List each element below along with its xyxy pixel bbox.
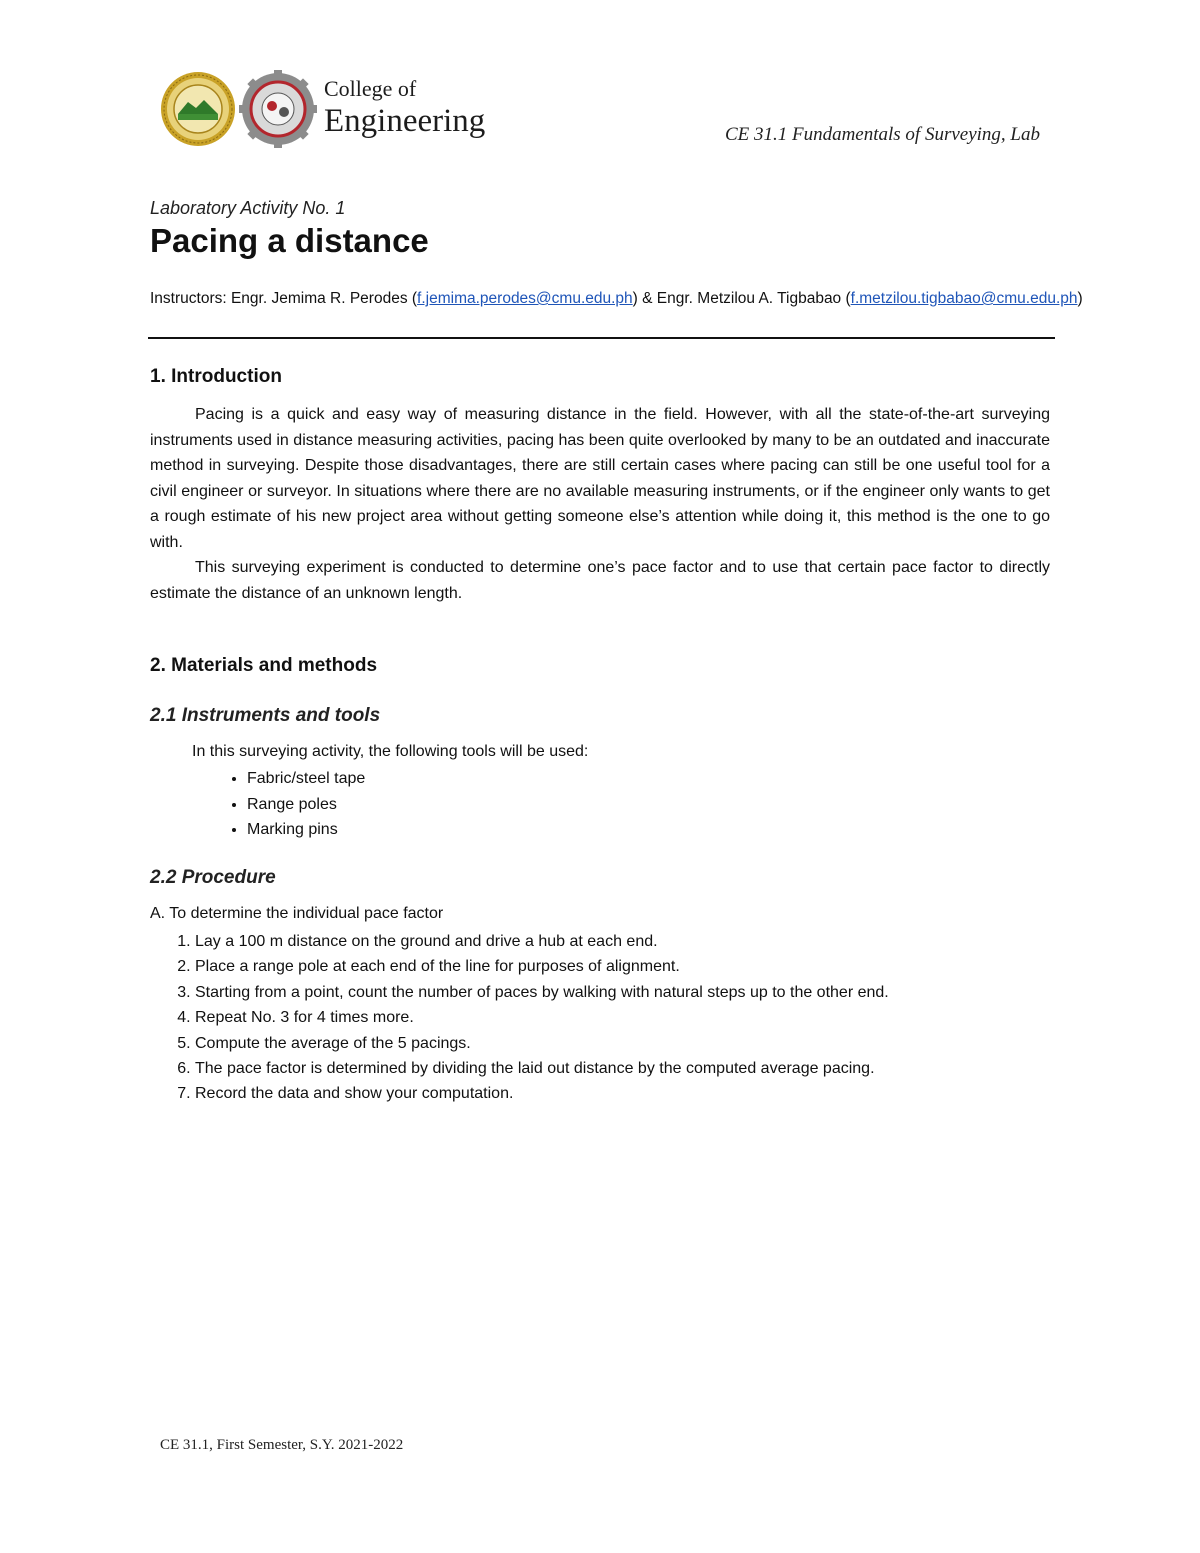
list-item: 6. The pace factor is determined by dividing the laid out distance by the computed average pacing.: [195, 1056, 889, 1081]
instructors-line: [150, 290, 1083, 308]
list-item: 7. Record the data and show your computation.: [195, 1081, 889, 1106]
university-seal-icon: [161, 72, 235, 146]
tools-list: [192, 766, 365, 843]
list-item: • Range poles: [247, 792, 365, 818]
instruments-subheading: 2.1 Instruments and tools: [150, 705, 381, 726]
tools-lead-text: In this surveying activity, the following tools will be used:: [192, 743, 589, 760]
procedure-subheading: 2.2 Procedure: [150, 867, 276, 888]
introduction-heading: 1. Introduction: [150, 366, 282, 387]
list-item: 3. Starting from a point, count the number of paces by walking with natural steps up to the other end.: [195, 980, 889, 1005]
instructors-prefix: Instructors: Engr. Jemima R. Perodes (: [150, 290, 418, 307]
list-item: 5. Compute the average of the 5 pacings.: [195, 1031, 889, 1056]
instructors-suffix: ): [1077, 290, 1083, 307]
list-item: 1. Lay a 100 m distance on the ground and drive a hub at each end.: [195, 929, 889, 954]
page-footer: CE 31.1, First Semester, S.Y. 2021-2022: [160, 1437, 404, 1453]
course-title: CE 31.1 Fundamentals of Surveying, Lab: [724, 124, 1040, 145]
introduction-paragraph-1-text: Pacing is a quick and easy way of measuring distance in the field. However, with all the state-of-the-art surveying instruments used in distance measuring activities, pacing has been quite overlooked by many to be an outdated and inaccurate method in surveying. Despite those disadvantages, there are still certain cases where pacing can still be one useful tool for a civil engineer or surveyor. In situations where there are no available measuring instruments, or if the engineer only wants to get a rough estimate of his new project area without getting someone else’s attention while doing it, this method is the one to go with.: [150, 406, 1050, 551]
list-item: 2. Place a range pole at each end of the line for purposes of alignment.: [195, 954, 889, 979]
page-title: Pacing a distance: [150, 222, 429, 259]
college-logos: [160, 70, 320, 148]
engineering-gear-icon: [239, 70, 317, 148]
instructors-mid: ) & Engr. Metzilou A. Tigbabao (: [632, 290, 851, 307]
instructor2-email-link[interactable]: f.metzilou.tigbabao@cmu.edu.ph: [850, 290, 1078, 307]
college-name-line2: Engineering: [324, 103, 486, 139]
list-item: 4. Repeat No. 3 for 4 times more.: [195, 1005, 889, 1030]
materials-heading: 2. Materials and methods: [150, 655, 378, 676]
introduction-paragraph-1: [150, 402, 1050, 555]
college-name: [324, 76, 485, 140]
introduction-paragraph-2: [150, 555, 1050, 606]
list-item: • Marking pins: [247, 817, 365, 843]
procedure-part-a: A. To determine the individual pace factor: [150, 905, 444, 922]
activity-number: Laboratory Activity No. 1: [150, 198, 346, 218]
college-name-line1: College of: [324, 76, 417, 101]
instructor1-email-link[interactable]: f.jemima.perodes@cmu.edu.ph: [417, 290, 633, 307]
introduction-paragraph-2-text: This surveying experiment is conducted to determine one’s pace factor and to use that certain pace factor to directly estimate the distance of an unknown length.: [150, 559, 1050, 602]
list-item: • Fabric/steel tape: [247, 766, 365, 792]
procedure-steps: [150, 929, 889, 1107]
header-divider: [148, 337, 1055, 339]
